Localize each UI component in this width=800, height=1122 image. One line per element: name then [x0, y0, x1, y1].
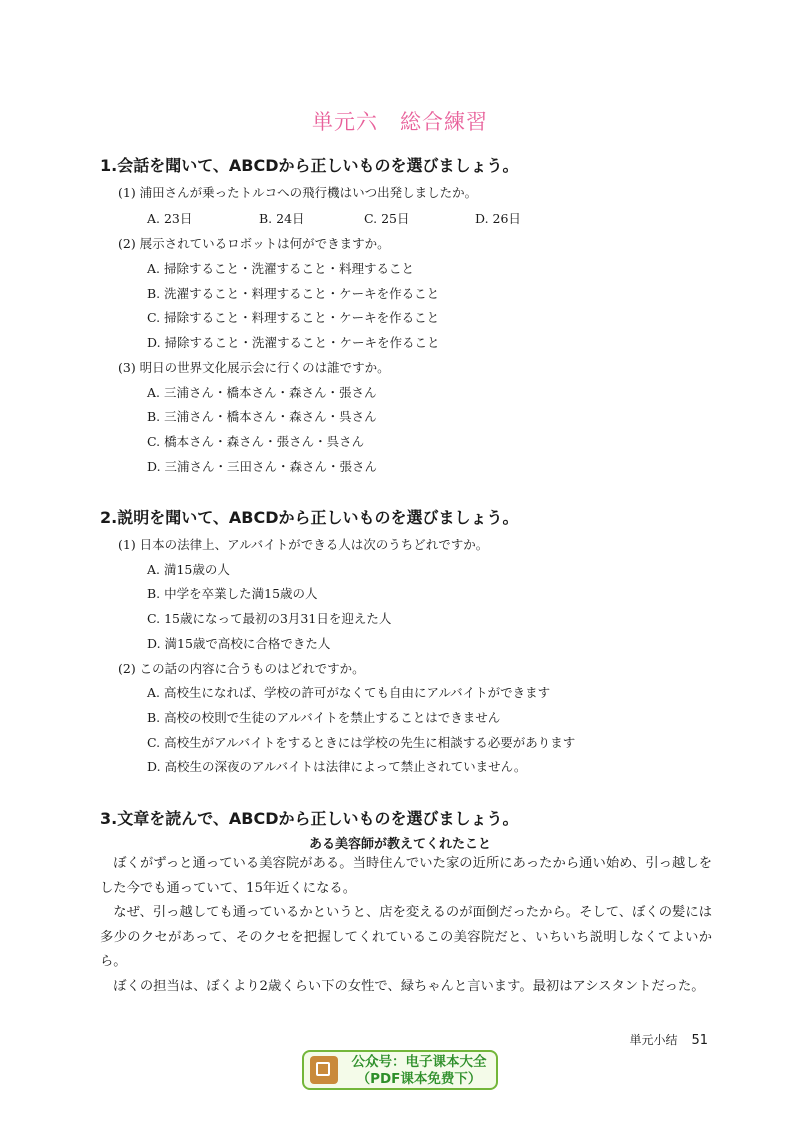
question-1-1: (1) 浦田さんが乗ったトルコへの飛行機はいつ出発しましたか。 — [118, 185, 478, 200]
option-d: D. 26日 — [475, 211, 521, 226]
badge-line-2: （PDF课本免费下） — [356, 1071, 482, 1087]
passage-paragraph: ぼくの担当は、ぼくより2歳くらい下の女性で、緑ちゃんと言います。最初はアシスタントだった。 — [113, 979, 705, 994]
section-2-heading: 2.説明を聞いて、ABCDから正しいものを選びましょう。 — [100, 508, 519, 527]
option-b: B. 三浦さん・橋本さん・森さん・呉さん — [147, 409, 377, 424]
passage-title: ある美容師が教えてくれたこと — [308, 837, 491, 852]
option-a: A. 23日 — [147, 211, 193, 226]
passage-paragraph: ぼくがずっと通っている美容院がある。当時住んでいた家の近所にあったから通い始め、引っ越しをした今でも通っていて、15年近くになる。 — [100, 856, 712, 896]
option-b: B. 洗濯すること・料理すること・ケーキを作ること — [147, 286, 440, 301]
option-d: D. 高校生の深夜のアルバイトは法律によって禁止されていません。 — [147, 759, 527, 774]
option-d: D. 掃除すること・洗濯すること・ケーキを作ること — [147, 335, 440, 350]
badge-text — [344, 1054, 494, 1088]
book-icon — [310, 1056, 338, 1084]
unit-label: 単元小结 — [629, 1033, 678, 1047]
page-number: 51 — [691, 1033, 708, 1048]
option-b: B. 中学を卒業した満15歳の人 — [147, 586, 318, 601]
watermark-badge — [302, 1050, 498, 1090]
option-b: B. 24日 — [259, 211, 305, 226]
option-a: A. 三浦さん・橋本さん・森さん・張さん — [147, 385, 377, 400]
option-a: A. 掃除すること・洗濯すること・料理すること — [147, 261, 414, 276]
question-1-3: (3) 明日の世界文化展示会に行くのは誰ですか。 — [118, 360, 390, 375]
option-c: C. 25日 — [364, 211, 410, 226]
page-footer — [629, 1031, 708, 1048]
page-title: 単元六 総合練習 — [312, 110, 488, 134]
option-c: C. 掃除すること・料理すること・ケーキを作ること — [147, 310, 440, 325]
question-2-1: (1) 日本の法律上、アルバイトができる人は次のうちどれですか。 — [118, 537, 489, 552]
option-c: C. 高校生がアルバイトをするときには学校の先生に相談する必要があります — [147, 735, 576, 750]
option-b: B. 高校の校則で生徒のアルバイトを禁止することはできません — [147, 710, 501, 725]
section-3-heading: 3.文章を読んで、ABCDから正しいものを選びましょう。 — [100, 809, 519, 828]
question-1-2: (2) 展示されているロボットは何ができますか。 — [118, 236, 390, 251]
section-1-heading: 1.会話を聞いて、ABCDから正しいものを選びましょう。 — [100, 156, 519, 175]
option-d: D. 三浦さん・三田さん・森さん・張さん — [147, 459, 378, 474]
option-a: A. 高校生になれば、学校の許可がなくても自由にアルバイトができます — [147, 685, 551, 700]
option-c: C. 橋本さん・森さん・張さん・呉さん — [147, 434, 365, 449]
option-a: A. 満15歳の人 — [147, 562, 230, 577]
passage-paragraph: なぜ、引っ越しても通っているかというと、店を変えるのが面倒だったから。そして、ぼくの髪には多少のクセがあって、そのクセを把握してくれているこの美容院だと、いちいち説明しなくてよいから。 — [100, 905, 712, 969]
option-d: D. 満15歳で高校に合格できた人 — [147, 636, 331, 651]
question-2-2: (2) この話の内容に合うものはどれですか。 — [118, 661, 365, 676]
badge-line-1: 公众号：电子课本大全 — [351, 1054, 487, 1070]
option-c: C. 15歳になって最初の3月31日を迎えた人 — [147, 611, 392, 626]
